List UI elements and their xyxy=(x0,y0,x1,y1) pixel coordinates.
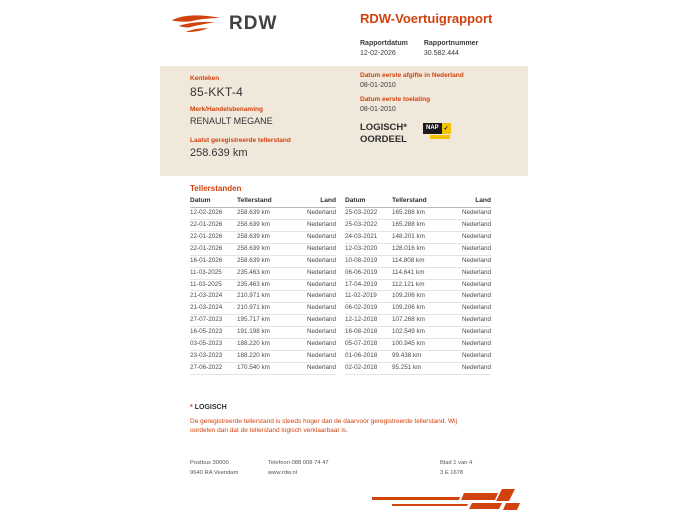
row-country: Nederland xyxy=(298,291,336,303)
footer-page-indicator: Blad 1 van 4 xyxy=(440,460,473,466)
table-row xyxy=(190,315,336,327)
column-header-tellerstand: Tellerstand xyxy=(392,195,453,208)
table-row xyxy=(190,231,336,243)
row-mileage: 112.121 km xyxy=(392,279,453,291)
row-country: Nederland xyxy=(298,255,336,267)
row-country: Nederland xyxy=(298,351,336,363)
row-date: 16-05-2023 xyxy=(190,327,237,339)
row-country: Nederland xyxy=(298,243,336,255)
row-country: Nederland xyxy=(298,339,336,351)
row-country: Nederland xyxy=(453,327,491,339)
tellerstanden-table-right xyxy=(345,195,491,375)
report-date xyxy=(360,40,408,57)
nap-logo xyxy=(423,123,451,139)
row-mileage: 114.808 km xyxy=(392,255,453,267)
laatste-tellerstand-value: 258.639 km xyxy=(190,147,248,159)
row-country: Nederland xyxy=(298,362,336,374)
table-row xyxy=(190,219,336,231)
table-row xyxy=(190,267,336,279)
row-mileage: 109.206 km xyxy=(392,291,453,303)
row-country: Nederland xyxy=(298,327,336,339)
row-country: Nederland xyxy=(453,351,491,363)
report-date-value: 12-02-2026 xyxy=(360,50,396,57)
table-row xyxy=(345,219,491,231)
row-country: Nederland xyxy=(298,303,336,315)
oordeel-text xyxy=(360,122,407,146)
row-date: 27-07-2023 xyxy=(190,315,237,327)
table-row xyxy=(345,208,491,220)
table-row xyxy=(190,279,336,291)
row-date: 22-01-2026 xyxy=(190,243,237,255)
row-date: 10-08-2019 xyxy=(345,255,392,267)
row-date: 03-05-2023 xyxy=(190,339,237,351)
row-date: 21-03-2024 xyxy=(190,303,237,315)
row-country: Nederland xyxy=(298,315,336,327)
row-country: Nederland xyxy=(298,208,336,220)
row-country: Nederland xyxy=(453,219,491,231)
eerste-afgifte xyxy=(360,72,522,89)
row-date: 11-03-2025 xyxy=(190,279,237,291)
row-mileage: 170.540 km xyxy=(237,362,298,374)
table-row xyxy=(190,339,336,351)
footer-contact xyxy=(268,459,329,479)
footer-page-info xyxy=(440,459,472,479)
table-row xyxy=(345,351,491,363)
tellerstanden-table-left xyxy=(190,195,336,375)
title-block xyxy=(360,11,492,57)
table-row xyxy=(190,351,336,363)
table-row xyxy=(345,303,491,315)
row-country: Nederland xyxy=(298,219,336,231)
row-date: 16-01-2026 xyxy=(190,255,237,267)
eerste-toelating xyxy=(360,96,522,113)
footnote-star: * xyxy=(190,404,193,411)
row-date: 12-12-2018 xyxy=(345,315,392,327)
row-mileage: 258.639 km xyxy=(237,219,298,231)
rdw-eagle-icon xyxy=(170,10,222,38)
footnote-text: De geregistreerde tellerstand is steeds hoger dan de daarvoor geregistreerde tellerstand. Wij oordelen dan dat de tellerstand logisch verklaarbaar is. xyxy=(190,418,458,435)
footer-phone: Telefoon 088 008 74 47 xyxy=(268,460,329,466)
nap-logo-text: NAP xyxy=(423,123,442,134)
vehicle-summary-box xyxy=(160,66,528,176)
column-header-land: Land xyxy=(453,195,491,208)
row-mileage: 99.438 km xyxy=(392,351,453,363)
table-row xyxy=(345,231,491,243)
table-row xyxy=(345,315,491,327)
kenteken-label: Kenteken xyxy=(190,75,220,82)
row-country: Nederland xyxy=(453,279,491,291)
footer-address-line2: 9640 RA Veendam xyxy=(190,469,239,476)
row-mileage: 235.463 km xyxy=(237,267,298,279)
row-mileage: 258.639 km xyxy=(237,231,298,243)
row-country: Nederland xyxy=(453,243,491,255)
table-row xyxy=(190,327,336,339)
row-date: 11-03-2025 xyxy=(190,267,237,279)
kenteken-value: 85-KKT-4 xyxy=(190,85,244,99)
row-mileage: 210.971 km xyxy=(237,303,298,315)
row-mileage: 235.463 km xyxy=(237,279,298,291)
row-date: 22-01-2026 xyxy=(190,231,237,243)
table-row xyxy=(345,243,491,255)
row-date: 11-02-2019 xyxy=(345,291,392,303)
row-mileage: 191.198 km xyxy=(237,327,298,339)
row-country: Nederland xyxy=(298,279,336,291)
tellerstanden-title: Tellerstanden xyxy=(190,184,242,193)
table-row xyxy=(190,362,336,374)
footnote-title-text: LOGISCH xyxy=(194,404,227,411)
row-date: 21-03-2024 xyxy=(190,291,237,303)
stripes-icon xyxy=(372,489,522,513)
footnote-title xyxy=(190,404,482,411)
report-number-label: Rapportnummer xyxy=(423,40,479,47)
table-row xyxy=(190,255,336,267)
rdw-logo-text: RDW xyxy=(229,13,278,34)
eerste-toelating-label: Datum eerste toelating xyxy=(360,96,431,103)
nap-logo-bar xyxy=(430,135,450,139)
row-date: 23-03-2023 xyxy=(190,351,237,363)
row-mileage: 128.016 km xyxy=(392,243,453,255)
row-country: Nederland xyxy=(453,255,491,267)
table-row xyxy=(190,291,336,303)
oordeel-line1: LOGISCH* xyxy=(360,122,407,133)
table-row xyxy=(190,303,336,315)
row-country: Nederland xyxy=(453,267,491,279)
merk-value: RENAULT MEGANE xyxy=(190,116,273,126)
row-date: 12-03-2020 xyxy=(345,243,392,255)
row-mileage: 95.251 km xyxy=(392,362,453,374)
eerste-afgifte-value: 08-01-2010 xyxy=(360,82,396,89)
logisch-footnote xyxy=(190,404,482,435)
table-row xyxy=(345,267,491,279)
table-row xyxy=(345,327,491,339)
column-header-land: Land xyxy=(298,195,336,208)
row-date: 16-08-2018 xyxy=(345,327,392,339)
table-row xyxy=(345,291,491,303)
row-date: 06-06-2019 xyxy=(345,267,392,279)
row-country: Nederland xyxy=(453,315,491,327)
row-date: 24-03-2021 xyxy=(345,231,392,243)
row-mileage: 188.220 km xyxy=(237,351,298,363)
rdw-stripes-graphic xyxy=(372,489,522,513)
row-date: 02-02-2018 xyxy=(345,362,392,374)
row-date: 12-02-2026 xyxy=(190,208,237,220)
rdw-logo xyxy=(170,10,277,38)
oordeel-line2: OORDEEL xyxy=(360,133,407,145)
table-row xyxy=(345,339,491,351)
column-header-tellerstand: Tellerstand xyxy=(237,195,298,208)
laatste-tellerstand-label: Laatst geregistreerde tellerstand xyxy=(190,137,291,144)
report-number xyxy=(424,40,478,57)
row-country: Nederland xyxy=(453,231,491,243)
footer-website: www.rdw.nl xyxy=(268,469,297,476)
report-number-value: 30.582.444 xyxy=(423,50,459,57)
row-country: Nederland xyxy=(453,339,491,351)
row-mileage: 210.971 km xyxy=(237,291,298,303)
tellerstanden-tables xyxy=(190,195,491,375)
row-date: 25-03-2022 xyxy=(345,219,392,231)
column-header-datum: Datum xyxy=(345,195,392,208)
row-mileage: 100.945 km xyxy=(392,339,453,351)
table-row xyxy=(190,208,336,220)
row-mileage: 258.639 km xyxy=(237,255,298,267)
footer-address xyxy=(190,459,238,479)
row-date: 06-02-2019 xyxy=(345,303,392,315)
table-row xyxy=(190,243,336,255)
merk-label: Merk/Handelsbenaming xyxy=(190,106,263,113)
table-row xyxy=(345,362,491,374)
row-date: 27-06-2022 xyxy=(190,362,237,374)
row-date: 25-03-2022 xyxy=(345,208,392,220)
footer-form-code: 3 E 1678 xyxy=(440,469,464,476)
page-title: RDW-Voertuigrapport xyxy=(360,11,493,26)
table-row xyxy=(345,255,491,267)
row-country: Nederland xyxy=(453,208,491,220)
column-header-datum: Datum xyxy=(190,195,237,208)
row-mileage: 188.220 km xyxy=(237,339,298,351)
row-mileage: 258.639 km xyxy=(237,208,298,220)
nap-check-icon: ✓ xyxy=(442,123,451,134)
row-country: Nederland xyxy=(298,267,336,279)
eerste-afgifte-label: Datum eerste afgifte in Nederland xyxy=(360,72,464,79)
row-country: Nederland xyxy=(453,303,491,315)
footer-address-line1: Postbus 30000 xyxy=(190,460,229,466)
row-country: Nederland xyxy=(298,231,336,243)
eerste-toelating-value: 08-01-2010 xyxy=(360,106,396,113)
row-mileage: 102.549 km xyxy=(392,327,453,339)
row-date: 22-01-2026 xyxy=(190,219,237,231)
row-date: 01-06-2018 xyxy=(345,351,392,363)
row-mileage: 165.288 km xyxy=(392,208,453,220)
row-mileage: 107.268 km xyxy=(392,315,453,327)
row-country: Nederland xyxy=(453,362,491,374)
row-country: Nederland xyxy=(453,291,491,303)
row-mileage: 195.717 km xyxy=(237,315,298,327)
row-mileage: 109.206 km xyxy=(392,303,453,315)
row-mileage: 148.201 km xyxy=(392,231,453,243)
row-date: 17-04-2019 xyxy=(345,279,392,291)
row-mileage: 258.639 km xyxy=(237,243,298,255)
row-mileage: 114.641 km xyxy=(392,267,453,279)
row-mileage: 165.288 km xyxy=(392,219,453,231)
row-date: 05-07-2018 xyxy=(345,339,392,351)
table-row xyxy=(345,279,491,291)
report-date-label: Rapportdatum xyxy=(360,40,408,47)
